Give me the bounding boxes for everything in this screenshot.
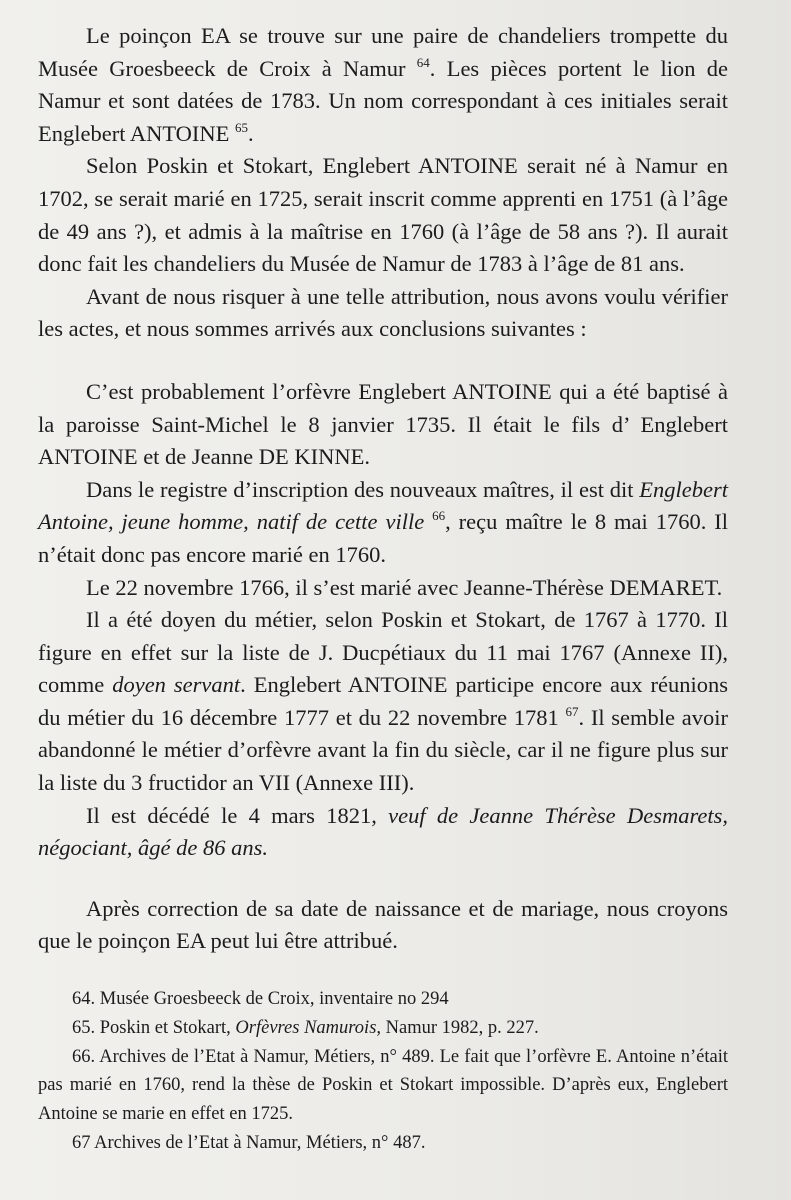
- footnote-ref-64: 64: [416, 54, 430, 70]
- paragraph-7-italic: doyen servant: [112, 672, 241, 698]
- footnote-64: 64. Musée Groesbeeck de Croix, inventaire no 294: [72, 989, 449, 1009]
- paragraph-1: [38, 20, 728, 150]
- paragraph-8: [38, 800, 728, 865]
- paragraph-6: Le 22 novembre 1766, il s’est marié avec Jeanne-Thérèse DEMARET.: [86, 574, 723, 600]
- footnote-65-text-b: Namur 1982, p. 227.: [385, 1017, 539, 1038]
- footnote-ref-66: 66: [432, 508, 446, 524]
- paragraph-4: C’est probablement l’orfèvre Englebert ANTOINE qui a été baptisé à la paroisse Saint-Michel le 8 janvier 1735. Il était le fils d’ Englebert ANTOINE et de Jeanne DE KINNE.: [38, 378, 728, 470]
- paragraph-2: Selon Poskin et Stokart, Englebert ANTOINE serait né à Namur en 1702, se serait marié en 1725, serait inscrit comme apprenti en 1751 (à l’âge de 49 ans ?), et admis à la maîtrise en 1760 (à l’âge de 58 ans ?). Il aurait donc fait les chandeliers du Musée de Namur de 1783 à l’âge de 81 ans.: [38, 153, 728, 277]
- footnote-67: 67 Archives de l’Etat à Namur, Métiers, n° 487.: [72, 1132, 426, 1153]
- paragraph-5: [38, 474, 728, 572]
- paragraph-8-text-a: Il est décédé le 4 mars 1821,: [86, 802, 377, 828]
- paragraph-7-text-a: Il a été doyen du métier, selon Poskin et Stokart, de 1767 à 1770. Il figure en effet sur la liste de J. Ducpétiaux du 11 mai 1767 (Annexe II), comme: [38, 607, 728, 698]
- paragraph-5-text-a: Dans le registre d’inscription des nouveaux maîtres, il est dit: [86, 476, 634, 502]
- footnote-65: [38, 1014, 728, 1043]
- paragraph-9: Après correction de sa date de naissance et de mariage, nous croyons que le poinçon EA peut lui être attribué.: [38, 895, 728, 954]
- paragraph-8-italic: veuf de Jeanne Thérèse Desmarets, négociant, âgé de 86 ans.: [38, 802, 728, 861]
- paragraph-7-text-c: . Il semble avoir abandonné le métier d’orfèvre avant la fin du siècle, car il ne figure plus sur la liste du 3 fructidor an VII (Annexe III).: [38, 704, 728, 796]
- paragraph-7-text-b: . Englebert ANTOINE participe encore aux réunions du métier du 16 décembre 1777 et du 22 novembre 1781: [38, 672, 728, 730]
- paragraph-1-text-b: . Les pièces portent le lion de Namur et sont datées de 1783. Un nom correspondant à ces initiales serait Englebert ANTOINE: [38, 55, 728, 146]
- paragraph-1-text-c: .: [248, 120, 254, 146]
- footnote-65-text-a: 65. Poskin et Stokart,: [72, 1017, 231, 1038]
- footnote-ref-65: 65: [235, 119, 249, 135]
- footnotes: [38, 985, 728, 1158]
- paragraph-5-quote: Englebert Antoine, jeune homme, natif de cette ville: [38, 476, 728, 535]
- main-text: [38, 20, 728, 958]
- paragraph-1-text-a: Le poinçon EA se trouve sur une paire de chandeliers trompette du Musée Groesbeeck de Croix à Namur: [38, 23, 728, 81]
- paragraph-7: [38, 604, 728, 800]
- paragraph-5-text-b: , reçu maître le 8 mai 1760. Il n’était donc pas encore marié en 1760.: [38, 509, 729, 567]
- footnote-ref-67: 67: [565, 703, 579, 719]
- paragraph-3: Avant de nous risquer à une telle attribution, nous avons voulu vérifier les actes, et nous sommes arrivés aux conclusions suivantes :: [38, 283, 728, 342]
- footnote-65-title: Orfèvres Namurois,: [235, 1017, 382, 1038]
- footnote-66: 66. Archives de l’Etat à Namur, Métiers, n° 489. Le fait que l’orfèvre E. Antoine n’était pas marié en 1760, rend la thèse de Poskin et Stokart impossible. D’après eux, Englebert Antoine se marie en effet en 1725.: [38, 1046, 728, 1125]
